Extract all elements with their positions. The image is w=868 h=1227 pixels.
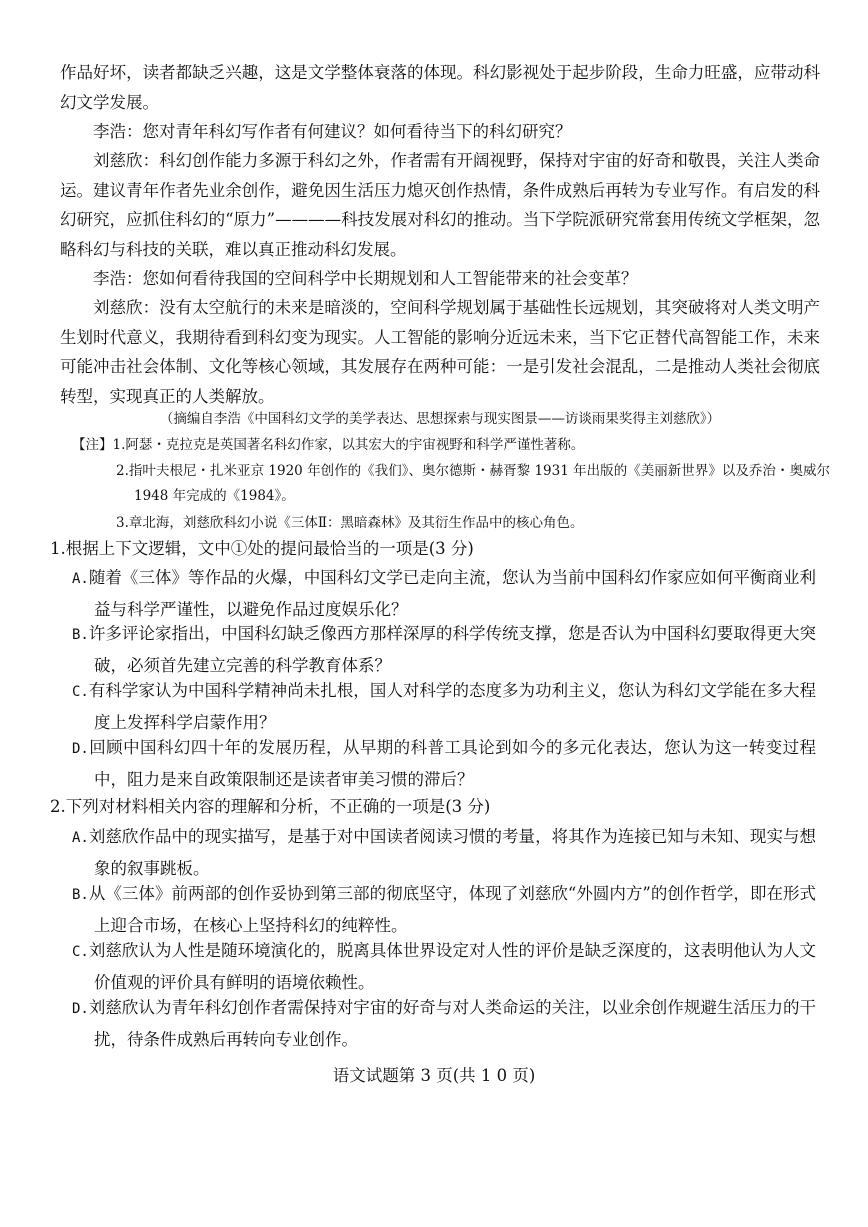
note-item-3: 3.章北海，刘慈欣科幻小说《三体Ⅱ：黑暗森林》及其衍生作品中的核心角色。 <box>116 515 584 531</box>
question-1-option-b[interactable]: B.许多评论家指出，中国科幻缺乏像西方那样深厚的科学传统支撑，您是否认为中国科幻要取得更大突破，必须首先建立完善的科学教育体系？ <box>72 624 816 675</box>
question-2-option-d[interactable]: D.刘慈欣认为青年科幻创作者需保持对宇宙的好奇与对人类命运的关注，以业余创作规避生活压力的干扰，待条件成熟后再转向专业创作。 <box>72 998 816 1049</box>
paragraph-question-li-hao-2: 李浩：您如何看待我国的空间科学中长期规划和人工智能带来的社会变革？ <box>93 269 638 288</box>
question-1-title: 1.根据上下文逻辑，文中①处的提问最恰当的一项是(3 分) <box>50 539 474 558</box>
question-2-option-c[interactable]: C.刘慈欣认为人性是随环境演化的，脱离具体世界设定对人性的评价是缺乏深度的，这表明他认为人文价值观的评价具有鲜明的语境依赖性。 <box>72 941 816 992</box>
note-item-2: 2.指叶夫根尼・扎米亚京 1920 年创作的《我们》、奥尔德斯・赫胥黎 1931 年出版的《美丽新世界》以及乔治・奥威尔 1948 年完成的《1984》。 <box>116 463 830 504</box>
paragraph-answer-liu-cixin-2: 刘慈欣：没有太空航行的未来是暗淡的，空间科学规划属于基础性长远规划，其突破将对人类文明产生划时代意义，我期待看到科幻变为现实。人工智能的影响分近远未来，当下它正替代高智能工作，未来可能冲击社会体制、文化等核心领域，其发展存在两种可能：一是引发社会混乱，二是推动人类社会彻底转型，实现真正的人类解放。 <box>60 298 820 406</box>
question-1-option-a[interactable]: A.随着《三体》等作品的火爆，中国科幻文学已走向主流，您认为当前中国科幻作家应如何平衡商业利益与科学严谨性，以避免作品过度娱乐化？ <box>72 568 816 619</box>
paragraph-continuation: 作品好坏，读者都缺乏兴趣，这是文学整体衰落的体现。科幻影视处于起步阶段，生命力旺盛，应带动科幻文学发展。 <box>60 63 820 112</box>
paragraph-question-li-hao-1: 李浩：您对青年科幻写作者有何建议？如何看待当下的科幻研究？ <box>93 122 572 141</box>
note-item-1: 【注】1.阿瑟・克拉克是英国著名科幻作家，以其宏大的宇宙视野和科学严谨性著称。 <box>72 437 585 453</box>
question-1-option-d[interactable]: D.回顾中国科幻四十年的发展历程，从早期的科普工具论到如今的多元化表达，您认为这一转变过程中，阻力是来自政策限制还是读者审美习惯的滞后？ <box>72 738 816 789</box>
source-citation: （摘编自李浩《中国科幻文学的美学表达、思想探索与现实图景——访谈雨果奖得主刘慈欣》） <box>159 411 721 427</box>
page-footer: 语文试题第 3 页(共 1 0 页) <box>332 1066 536 1085</box>
note-label: 【注】 <box>72 437 113 453</box>
paragraph-answer-liu-cixin-1: 刘慈欣：科幻创作能力多源于科幻之外，作者需有开阔视野，保持对宇宙的好奇和敬畏，关注人类命运。建议青年作者先业余创作，避免因生活压力熄灭创作热情，条件成熟后再转为专业写作。有启发的科幻研究，应抓住科幻的“原力”————科技发展对科幻的推动。当下学院派研究常套用传统文学框架，忽略科幻与科技的关联，难以真正推动科幻发展。 <box>60 151 820 259</box>
question-2-title: 2.下列对材料相关内容的理解和分析，不正确的一项是(3 分) <box>50 797 491 816</box>
question-1-option-c[interactable]: C.有科学家认为中国科学精神尚未扎根，国人对科学的态度多为功利主义，您认为科幻文学能在多大程度上发挥科学启蒙作用？ <box>72 681 816 732</box>
question-2-option-b[interactable]: B.从《三体》前两部的创作妥协到第三部的彻底坚守，体现了刘慈欣“外圆内方”的创作哲学，即在形式上迎合市场，在核心上坚持科幻的纯粹性。 <box>72 884 816 935</box>
question-2-option-a[interactable]: A.刘慈欣作品中的现实描写，是基于对中国读者阅读习惯的考量，将其作为连接已知与未知、现实与想象的叙事跳板。 <box>72 827 816 878</box>
